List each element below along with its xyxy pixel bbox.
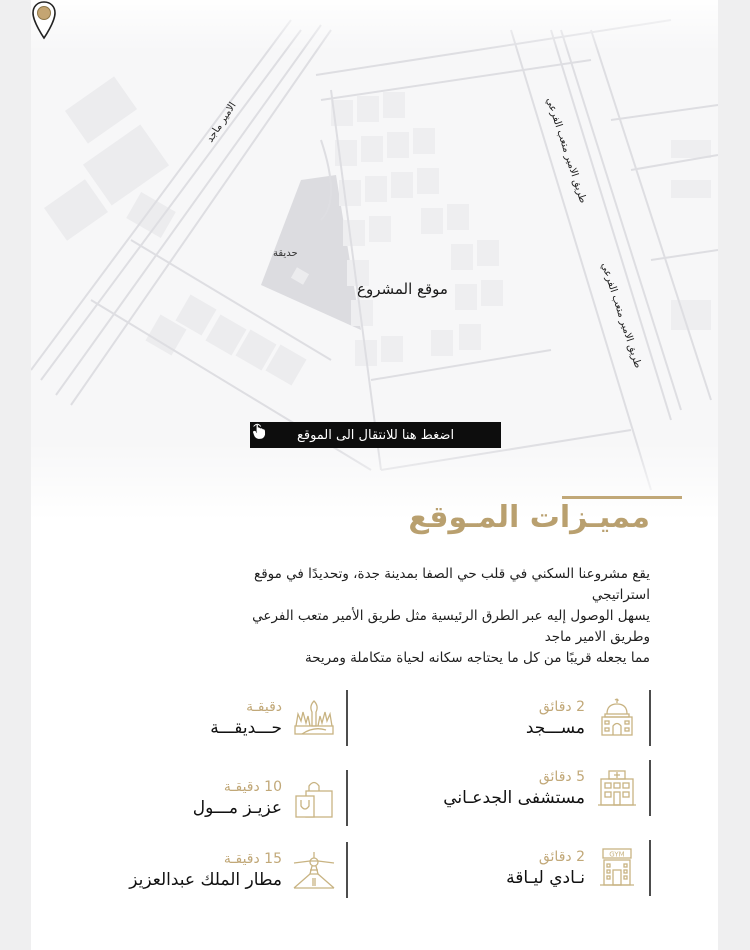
feature-name: مســـجد: [525, 718, 585, 738]
description-line: يقع مشروعنا السكني في قلب حي الصفا بمدينة جدة، وتحديدًا في موقع استراتيجي: [254, 566, 650, 603]
feature-divider: [649, 690, 651, 746]
go-to-location-button[interactable]: [250, 422, 501, 448]
title-divider: [562, 496, 682, 499]
feature-name: حـــديقـــة: [210, 718, 282, 738]
feature-time: دقيقـة: [246, 699, 282, 715]
feature-airport: [129, 840, 348, 900]
feature-name: مطار الملك عبدالعزيز: [129, 870, 282, 890]
road-label-prince-mutaib-north: طريق الامير متعب الفرعي: [543, 96, 589, 205]
road-label-prince-majed: الامير ماجد: [204, 100, 239, 145]
mosque-icon: [595, 696, 639, 740]
feature-hospital: [443, 758, 651, 818]
description-line: يسهل الوصول إليه عبر الطرق الرئيسية مثل طريق الأمير متعب الفرعي وطريق الامير ماجد: [252, 608, 650, 645]
airport-icon: [292, 848, 336, 892]
location-pin-icon[interactable]: [31, 0, 57, 42]
feature-divider: [649, 840, 651, 896]
feature-divider: [346, 770, 348, 826]
description-line: مما يجعله قريبًا من كل ما يحتاجه سكانه لحياة متكاملة ومريحة: [304, 650, 650, 666]
feature-mall: [193, 768, 348, 828]
feature-time: 15 دقيقـة: [223, 851, 282, 867]
shopping-bag-icon: [292, 776, 336, 820]
feature-divider: [346, 842, 348, 898]
feature-gym: [506, 838, 651, 898]
location-description: [210, 564, 650, 669]
feature-park: [210, 688, 348, 748]
feature-divider: [649, 760, 651, 816]
gym-icon: [595, 846, 639, 890]
feature-divider: [346, 690, 348, 746]
hospital-icon: [595, 766, 639, 810]
feature-name: مستشفى الجدعـاني: [443, 788, 585, 808]
feature-time: 2 دقائق: [538, 699, 585, 715]
location-map[interactable]: [31, 0, 718, 520]
feature-time: 5 دقائق: [538, 769, 585, 785]
feature-mosque: [526, 688, 651, 748]
road-label-prince-mutaib-south: طريق الامير متعب الفرعي: [598, 261, 644, 370]
feature-name: عزيـز مـــول: [192, 798, 282, 818]
park-icon: [292, 696, 336, 740]
cta-label: اضغط هنا للانتقال الى الموقع: [296, 427, 455, 443]
section-title: مميـزات المـوقع: [408, 500, 650, 535]
svg-text:GYM: GYM: [609, 850, 625, 859]
feature-time: 10 دقيقـة: [223, 779, 282, 795]
brochure-page: [31, 0, 718, 950]
hand-pointer-icon: [250, 422, 268, 440]
park-label: حديقة: [273, 248, 298, 259]
feature-name: نـادي ليـاقة: [506, 868, 585, 888]
project-location-label: موقع المشروع: [357, 280, 448, 298]
feature-time: 2 دقائق: [538, 849, 585, 865]
